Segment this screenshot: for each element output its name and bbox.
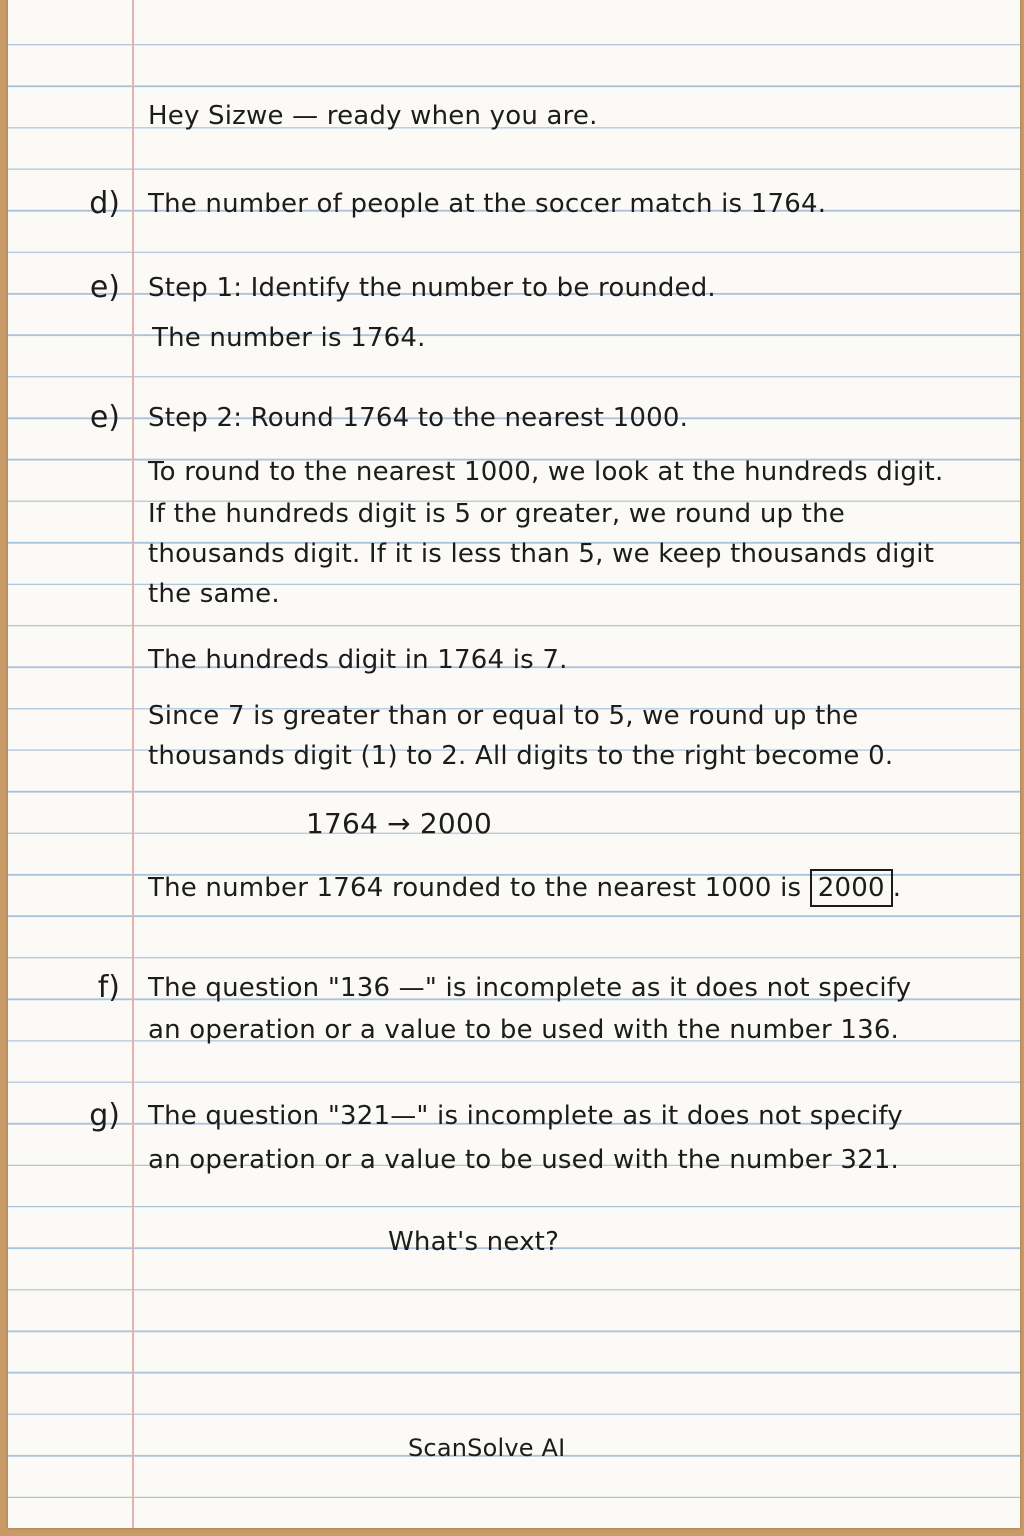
item-label-e-step1: e) <box>89 270 120 305</box>
notebook-page <box>8 0 1020 1528</box>
step2-para1-line3: thousands digit. If it is less than 5, we keep thousands digit <box>148 539 935 569</box>
item-f-line1: The question "136 —" is incomplete as it does not specify <box>148 973 912 1003</box>
closing-question: What's next? <box>388 1227 560 1257</box>
item-label-f: f) <box>97 970 120 1005</box>
item-f-line2: an operation or a value to be used with the number 136. <box>148 1015 900 1045</box>
greeting: Hey Sizwe — ready when you are. <box>148 101 598 131</box>
step2-para2: The hundreds digit in 1764 is 7. <box>148 645 568 675</box>
step2-para1-line4: the same. <box>148 579 280 609</box>
step2-conclusion <box>148 868 901 908</box>
item-label-e-step2: e) <box>89 400 120 435</box>
step2-heading: Step 2: Round 1764 to the nearest 1000. <box>148 403 689 433</box>
footer-brand: ScanSolve AI <box>408 1434 566 1462</box>
boxed-answer: 2000 <box>810 869 893 907</box>
step2-para3-line2: thousands digit (1) to 2. All digits to the right become 0. <box>148 741 894 771</box>
conclusion-period: . <box>892 873 902 903</box>
step2-para1-line2: If the hundreds digit is 5 or greater, we round up the <box>148 499 845 529</box>
item-g-line1: The question "321—" is incomplete as it does not specify <box>148 1101 903 1131</box>
margin-line <box>132 0 134 1528</box>
step2-para1-line1: To round to the nearest 1000, we look at the hundreds digit. <box>148 457 944 487</box>
conclusion-prefix: The number 1764 rounded to the nearest 1000 is <box>148 873 802 903</box>
step2-para3-line1: Since 7 is greater than or equal to 5, we round up the <box>148 701 859 731</box>
item-label-g: g) <box>89 1098 120 1133</box>
rounding-arrow-line: 1764 → 2000 <box>306 807 492 840</box>
step1-text: The number is 1764. <box>152 323 426 353</box>
item-g-line2: an operation or a value to be used with the number 321. <box>148 1145 900 1175</box>
item-d-text: The number of people at the soccer match is 1764. <box>148 189 827 219</box>
item-label-d: d) <box>89 186 120 221</box>
step1-heading: Step 1: Identify the number to be rounded. <box>148 273 716 303</box>
